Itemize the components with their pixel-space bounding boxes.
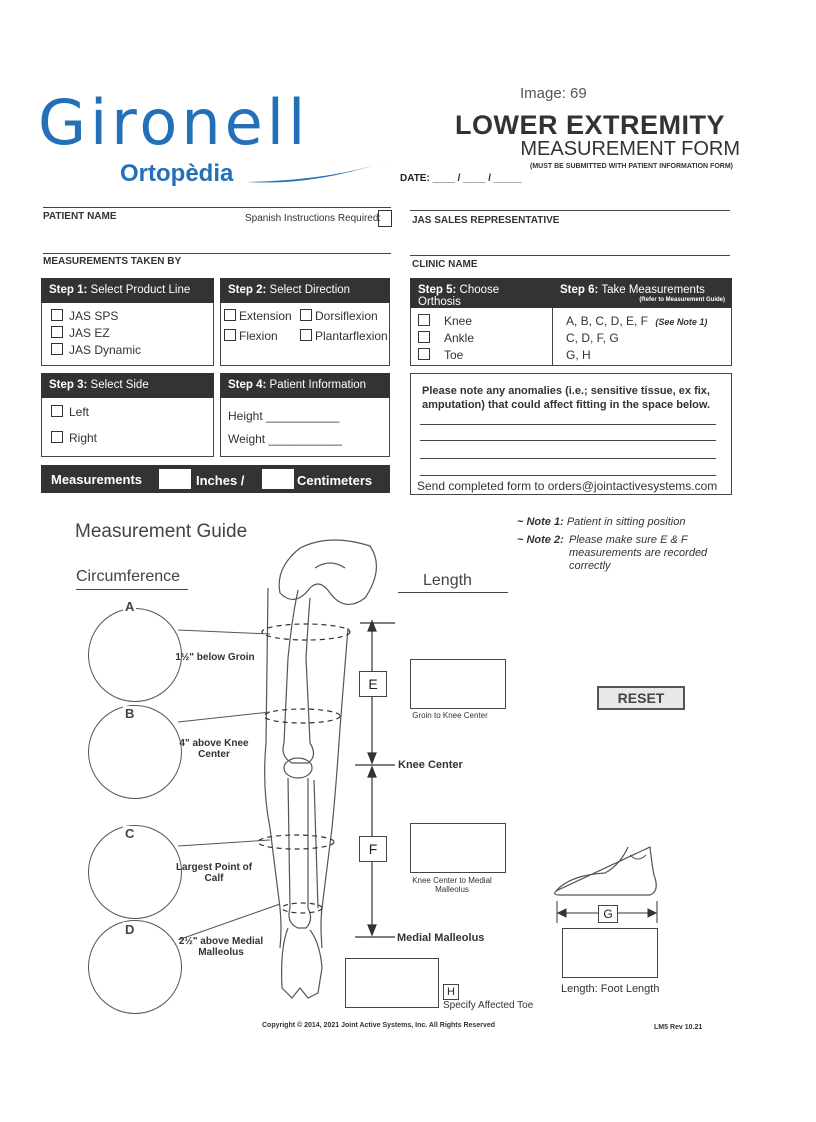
units-bar [41, 465, 390, 493]
option-flexion[interactable]: Flexion [224, 329, 278, 343]
clinic-name-label: CLINIC NAME [412, 259, 478, 270]
note-2: Please make sure E & F measurements are recorded correctly [569, 534, 708, 572]
length-arrows [355, 615, 405, 945]
knee-malleolus-input[interactable] [410, 823, 506, 873]
option-jas-dynamic[interactable]: JAS Dynamic [51, 343, 141, 357]
step5-header: Step 5: Choose Orthosis [410, 278, 552, 308]
caption-c: Largest Point of Calf [175, 862, 253, 884]
logo-swoosh-icon [245, 158, 395, 188]
letter-d: D [125, 922, 135, 937]
measurements-by-label: MEASUREMENTS TAKEN BY [43, 256, 182, 267]
copyright: Copyright © 2014, 2021 Joint Active Systems, Inc. All Rights Reserved [262, 1022, 495, 1029]
form-note: (MUST BE SUBMITTED WITH PATIENT INFORMATION FORM) [530, 163, 733, 170]
circle-a[interactable] [88, 608, 182, 702]
height-field[interactable]: Height ___________ [228, 409, 340, 423]
patient-name-label: PATIENT NAME [43, 211, 117, 222]
form-title: LOWER EXTREMITY [455, 110, 725, 140]
knee-center-label: Knee Center [398, 759, 463, 771]
revision: LM5 Rev 10.21 [654, 1024, 703, 1031]
option-jas-sps[interactable]: JAS SPS [51, 309, 118, 323]
units-label: Measurements [51, 472, 143, 487]
label-e: E [359, 671, 387, 697]
step6-header: Step 6: Take Measurements (Refer to Measurement Guide) [552, 278, 732, 308]
measurements-ankle: C, D, F, G [566, 331, 619, 345]
company-logo: Gironell [38, 86, 310, 159]
groin-knee-input[interactable] [410, 659, 506, 709]
foot-length-input[interactable] [562, 928, 658, 978]
letter-a: A [125, 599, 135, 614]
option-toe[interactable]: Toe [418, 348, 463, 362]
step4-header: Step 4: Patient Information [220, 373, 390, 398]
letter-b: B [125, 706, 135, 721]
step2-header: Step 2: Select Direction [220, 278, 390, 303]
option-left[interactable]: Left [51, 405, 89, 419]
inches-checkbox[interactable] [159, 469, 191, 489]
circumference-title: Circumference [76, 568, 181, 585]
option-jas-ez[interactable]: JAS EZ [51, 326, 110, 340]
company-logo-sub: Ortopèdia [120, 160, 234, 187]
option-dorsiflexion[interactable]: Dorsiflexion [300, 309, 378, 323]
knee-malleolus-caption: Knee Center to Medial Malleolus [412, 876, 492, 894]
groin-knee-caption: Groin to Knee Center [412, 711, 488, 720]
label-f: F [359, 836, 387, 862]
option-ankle[interactable]: Ankle [418, 331, 474, 345]
option-right[interactable]: Right [51, 431, 97, 445]
guide-title: Measurement Guide [75, 521, 248, 542]
centimeters-label: Centimeters [297, 473, 373, 488]
spanish-checkbox[interactable] [378, 210, 392, 227]
length-title: Length [423, 572, 472, 589]
option-extension[interactable]: Extension [224, 309, 292, 323]
inches-label: Inches / [196, 473, 245, 488]
reset-button[interactable]: RESET [597, 686, 685, 710]
anomalies-text: Please note any anomalies (i.e.; sensitive tissue, ex fix, amputation) that could affect fitting in the space below. [422, 385, 711, 411]
date-field[interactable]: DATE: ____ / ____ / _____ [400, 173, 522, 184]
medial-malleolus-label: Medial Malleolus [397, 932, 485, 944]
send-text: Send completed form to orders@jointactivesystems.com [417, 479, 718, 493]
weight-field[interactable]: Weight ___________ [228, 432, 342, 446]
measurements-knee: A, B, C, D, E, F (See Note 1) [566, 314, 708, 328]
toe-input[interactable] [345, 958, 439, 1008]
foot-length-caption: Length: Foot Length [561, 983, 660, 995]
note-1: ~ Note 1: Patient in sitting position [517, 516, 686, 528]
letter-c: C [125, 826, 135, 841]
caption-b: 4" above Knee Center [179, 738, 249, 760]
label-g: G [598, 905, 618, 923]
affected-toe-caption: Specify Affected Toe [443, 1000, 534, 1011]
image-label: Image: 69 [520, 85, 587, 102]
caption-d: 2½" above Medial Malleolus [178, 936, 264, 958]
sales-rep-label: JAS SALES REPRESENTATIVE [412, 215, 560, 226]
step1-header: Step 1: Select Product Line [41, 278, 214, 303]
label-h: H [443, 984, 459, 1000]
option-plantarflexion[interactable]: Plantarflexion [300, 329, 388, 343]
spanish-label: Spanish Instructions Required: [245, 213, 382, 224]
caption-a: 1½" below Groin [175, 652, 255, 663]
form-subtitle: MEASUREMENT FORM [520, 138, 740, 160]
note-2-label: ~ Note 2: [517, 534, 564, 546]
step3-header: Step 3: Select Side [41, 373, 214, 398]
centimeters-checkbox[interactable] [262, 469, 294, 489]
leader-lines [170, 600, 360, 940]
option-knee[interactable]: Knee [418, 314, 472, 328]
measurements-toe: G, H [566, 348, 591, 362]
